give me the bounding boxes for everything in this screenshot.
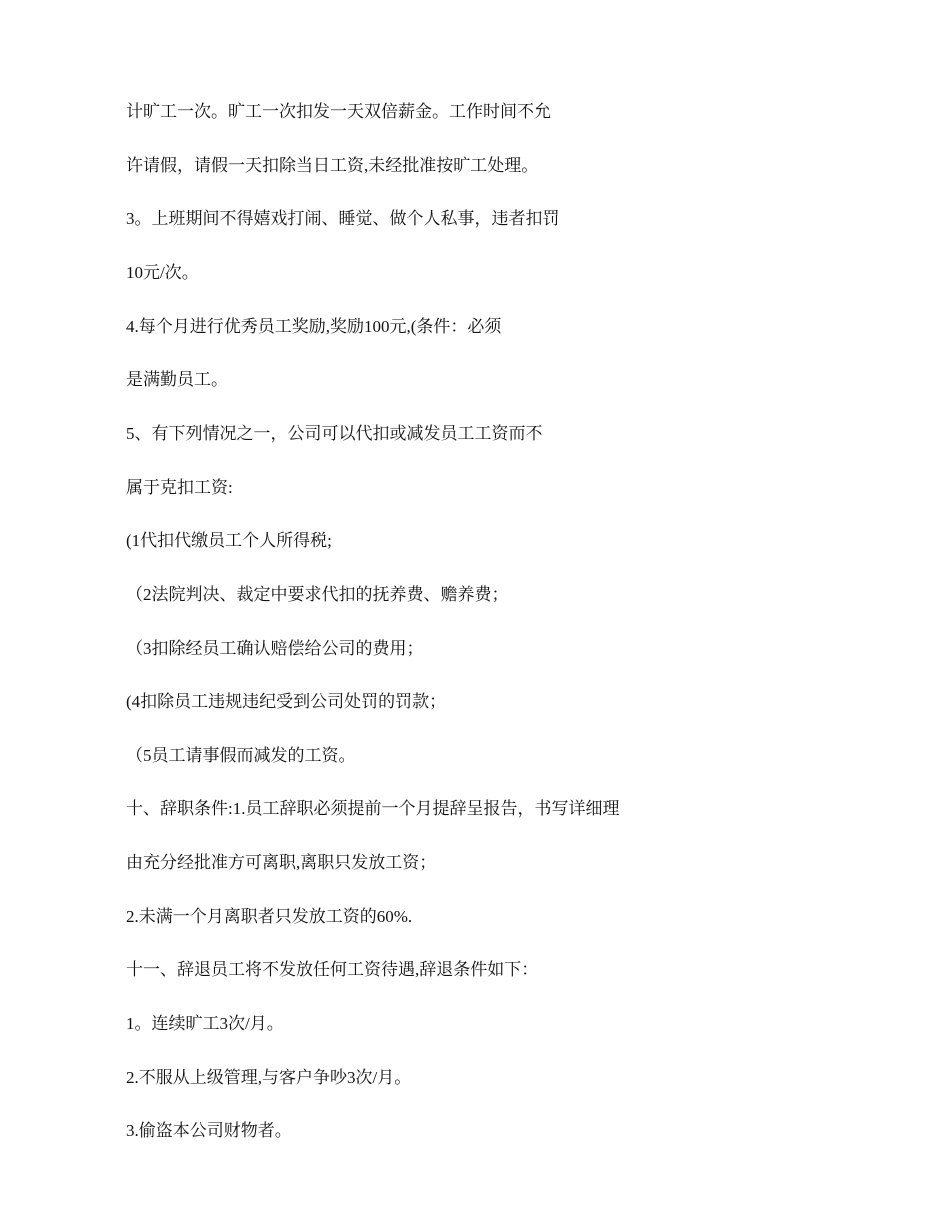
text-line: 4.每个月进行优秀员工奖励,奖励100元,(条件：必须 (126, 317, 502, 336)
text-line: 1。连续旷工3次/月。 (126, 1014, 284, 1033)
text-line: （5员工请事假而减发的工资。 (126, 746, 356, 765)
text-line: 许请假，请假一天扣除当日工资,未经批准按旷工处理。 (126, 156, 539, 175)
text-line: 是满勤员工。 (126, 370, 228, 389)
text-line: 5、有下列情况之一，公司可以代扣或减发员工工资而不 (126, 424, 543, 443)
text-line: （3扣除经员工确认赔偿给公司的费用； (126, 639, 424, 658)
text-line: 10元/次。 (126, 263, 199, 282)
text-line: 属于克扣工资: (126, 478, 233, 497)
text-line: (4扣除员工违规违纪受到公司处罚的罚款； (126, 692, 447, 711)
text-line: 计旷工一次。旷工一次扣发一天双倍薪金。工作时间不允 (126, 102, 551, 121)
text-line: (1代扣代缴员工个人所得税; (126, 531, 332, 550)
text-line: 十、辞职条件:1.员工辞职必须提前一个月提辞呈报告，书写详细理 (126, 799, 620, 818)
text-line: （2法院判决、裁定中要求代扣的抚养费、赡养费； (126, 585, 509, 604)
text-line: 3.偷盗本公司财物者。 (126, 1121, 292, 1140)
text-line: 3。上班期间不得嬉戏打闹、睡觉、做个人私事，违者扣罚 (126, 209, 560, 228)
text-line: 2.不服从上级管理,与客户争吵3次/月。 (126, 1068, 412, 1087)
text-line: 由充分经批准方可离职,离职只发放工资； (126, 853, 437, 872)
text-line: 2.未满一个月离职者只发放工资的60%. (126, 907, 413, 926)
text-line: 十一、辞退员工将不发放任何工资待遇,辞退条件如下： (126, 960, 539, 979)
